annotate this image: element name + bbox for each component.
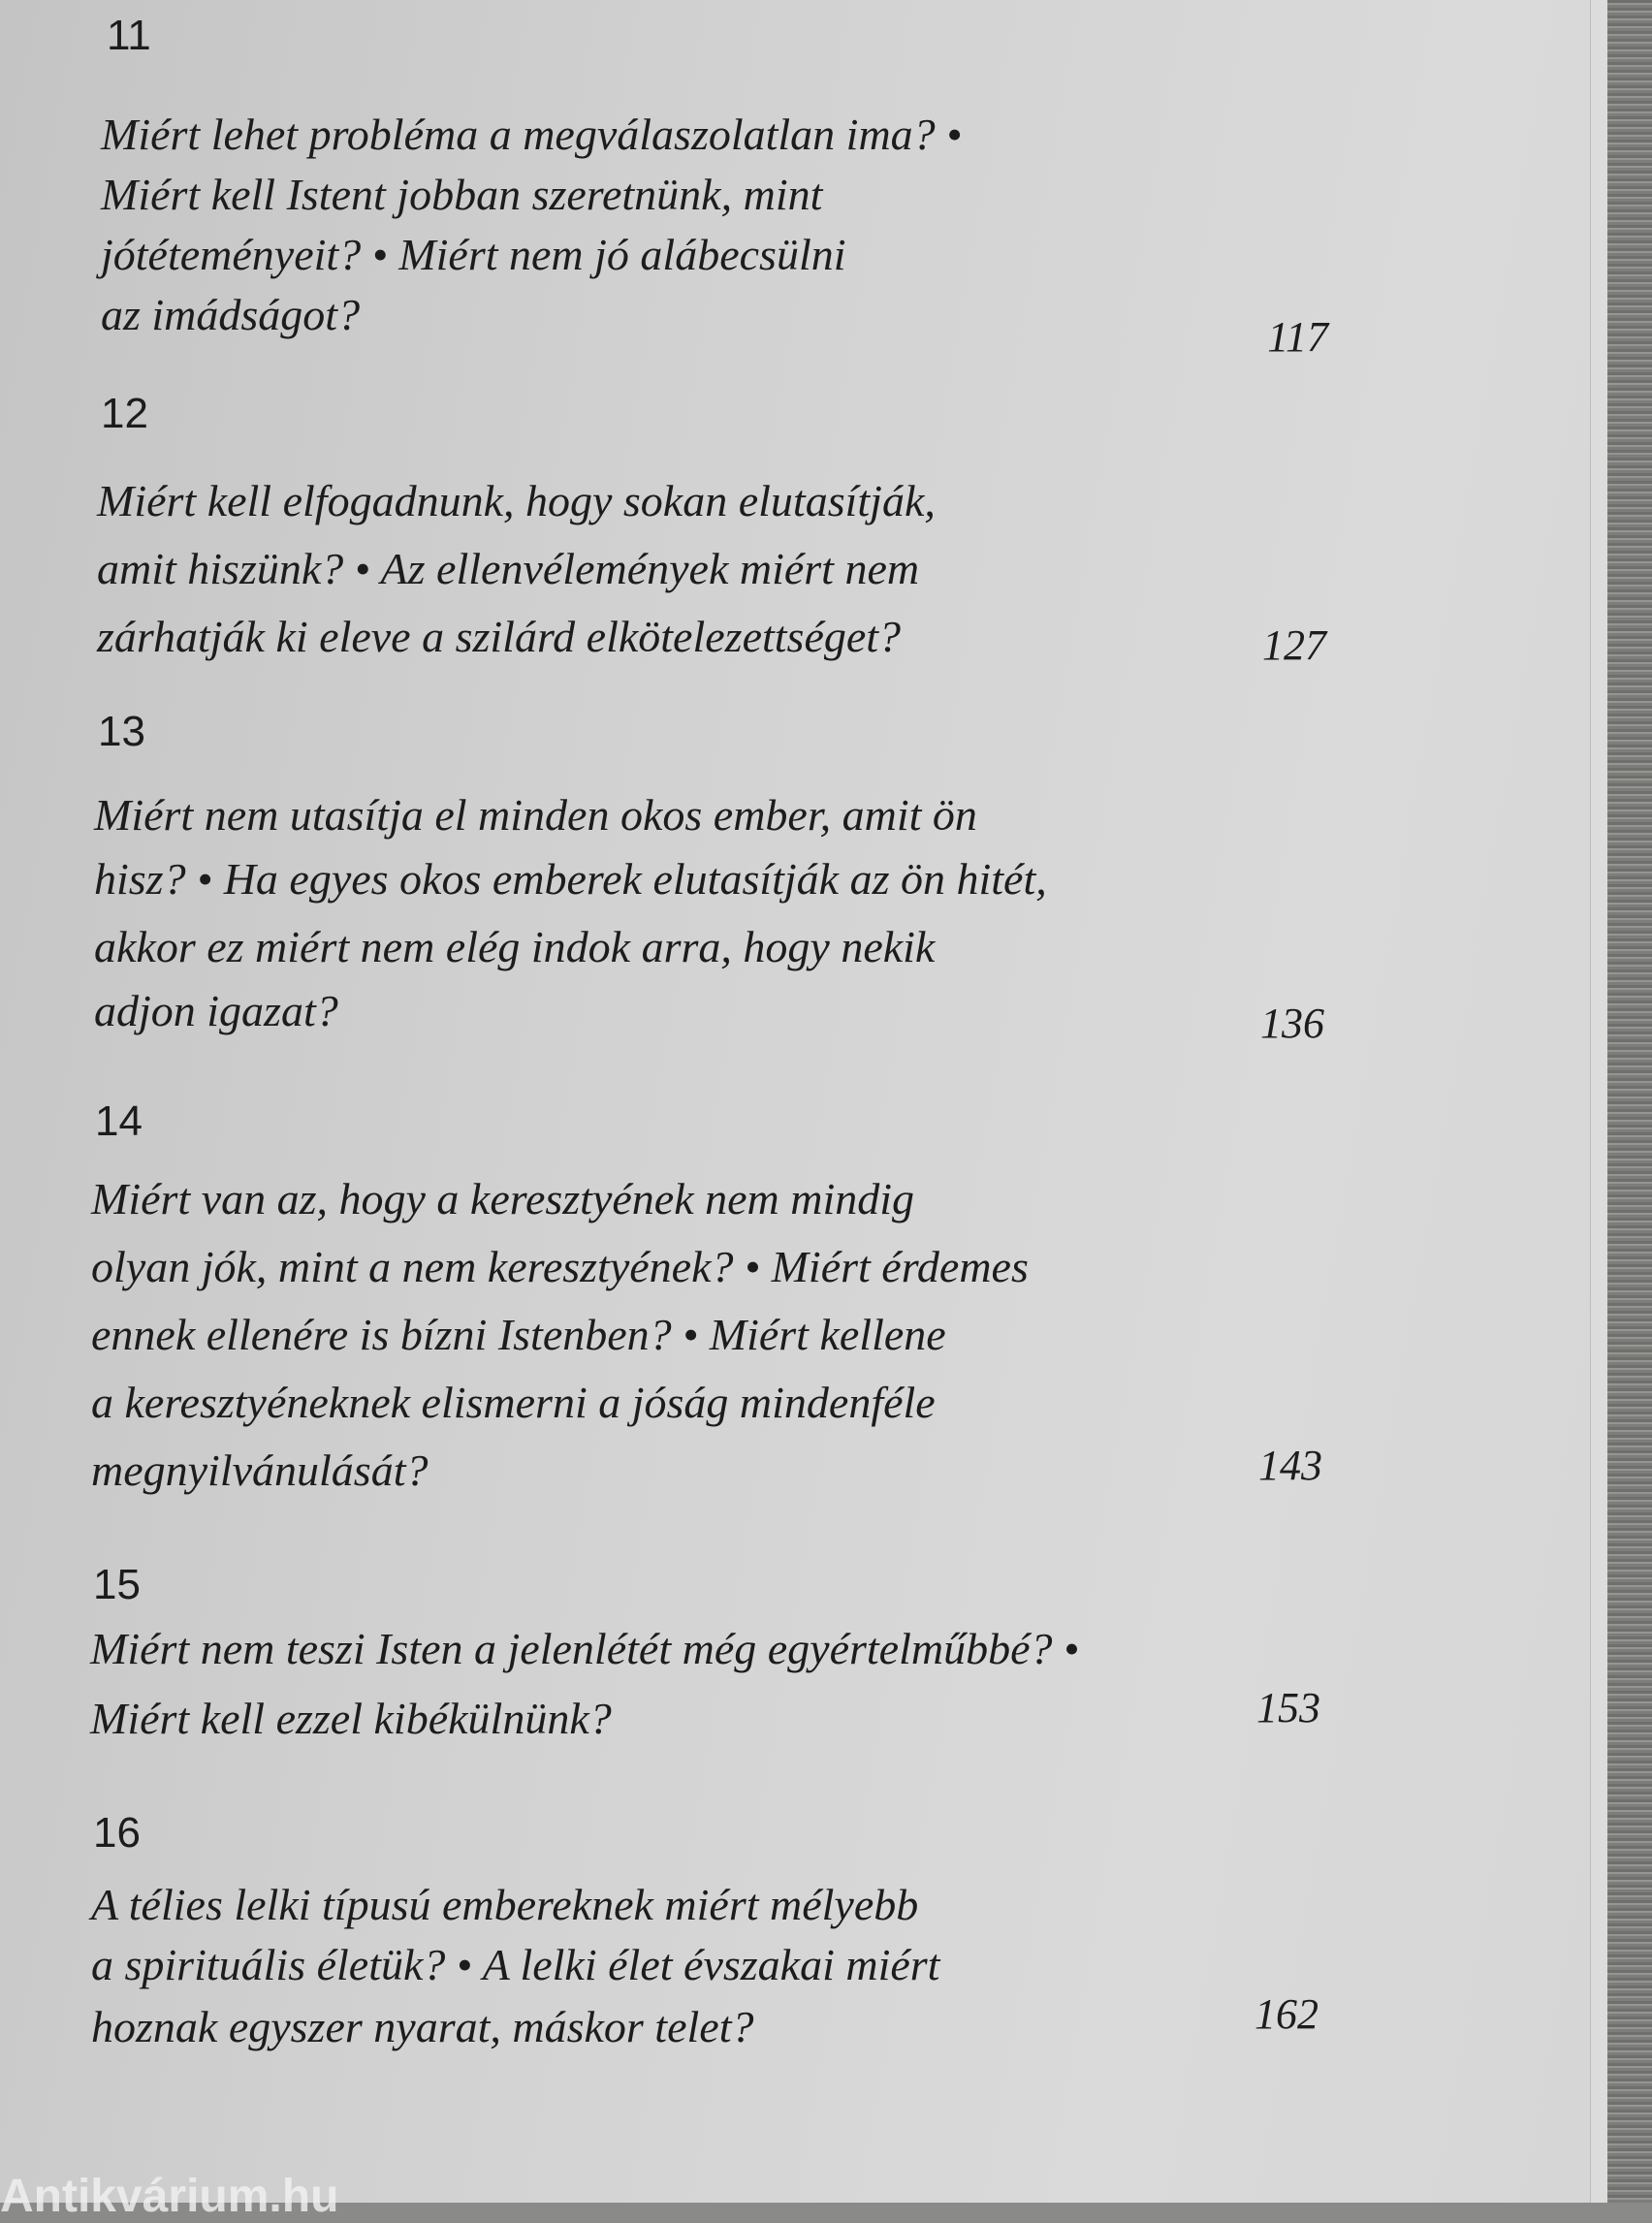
chapter-question-line: Miért van az, hogy a keresztyének nem mindig [91, 1174, 915, 1223]
chapter-number: 15 [93, 1561, 141, 1608]
chapter-question-line: Miért kell elfogadnunk, hogy sokan elutasítják, [97, 476, 936, 525]
page-number: 127 [1262, 621, 1326, 669]
page-edge [1590, 0, 1608, 2203]
chapter-question-line: adjon igazat? [94, 986, 338, 1035]
chapter-question-line: Miért lehet probléma a megválaszolatlan ima? • [101, 110, 963, 159]
chapter-number: 11 [107, 12, 151, 59]
chapter-question-line: olyan jók, mint a nem keresztyének? • Miért érdemes [91, 1242, 1029, 1291]
chapter-question-line: A télies lelki típusú embereknek miért mélyebb [91, 1880, 919, 1929]
chapter-question-line: az imádságot? [101, 290, 361, 339]
chapter-question-line: hoznak egyszer nyarat, máskor telet? [91, 2002, 754, 2051]
chapter-number: 12 [101, 390, 148, 437]
page-number: 117 [1267, 313, 1328, 361]
chapter-question-line: zárhatják ki eleve a szilárd elkötelezettséget? [97, 612, 902, 661]
chapter-number: 16 [93, 1809, 141, 1857]
chapter-number: 14 [95, 1097, 143, 1145]
chapter-question-line: Miért kell Istent jobban szeretnünk, mint [101, 170, 823, 219]
chapter-question-line: Miért nem utasítja el minden okos ember, amit ön [94, 790, 977, 840]
chapter-question-line: a keresztyéneknek elismerni a jóság mindenféle [91, 1378, 936, 1427]
chapter-number: 13 [98, 708, 145, 755]
page-number: 136 [1260, 1000, 1324, 1047]
chapter-question-line: amit hiszünk? • Az ellenvélemények miért nem [97, 544, 920, 593]
watermark: Antikvárium.hu [0, 2171, 339, 2222]
chapter-question-line: Miért nem teszi Isten a jelenlétét még egyértelműbbé? • [90, 1624, 1080, 1673]
chapter-question-line: Miért kell ezzel kibékülnünk? [90, 1694, 612, 1743]
page-number: 153 [1256, 1684, 1320, 1731]
chapter-question-line: hisz? • Ha egyes okos emberek elutasítják az ön hitét, [94, 854, 1047, 904]
chapter-question-line: megnyilvánulását? [91, 1445, 429, 1495]
page-number: 143 [1258, 1442, 1322, 1489]
chapter-question-line: ennek ellenére is bízni Istenben? • Miért kellene [91, 1310, 946, 1359]
chapter-question-line: a spirituális életük? • A lelki élet évszakai miért [91, 1940, 940, 1989]
page-number: 162 [1255, 1990, 1318, 2038]
chapter-question-line: jótéteményeit? • Miért nem jó alábecsülni [101, 230, 846, 279]
chapter-question-line: akkor ez miért nem elég indok arra, hogy nekik [94, 922, 936, 971]
book-cover-edge [1607, 0, 1652, 2203]
